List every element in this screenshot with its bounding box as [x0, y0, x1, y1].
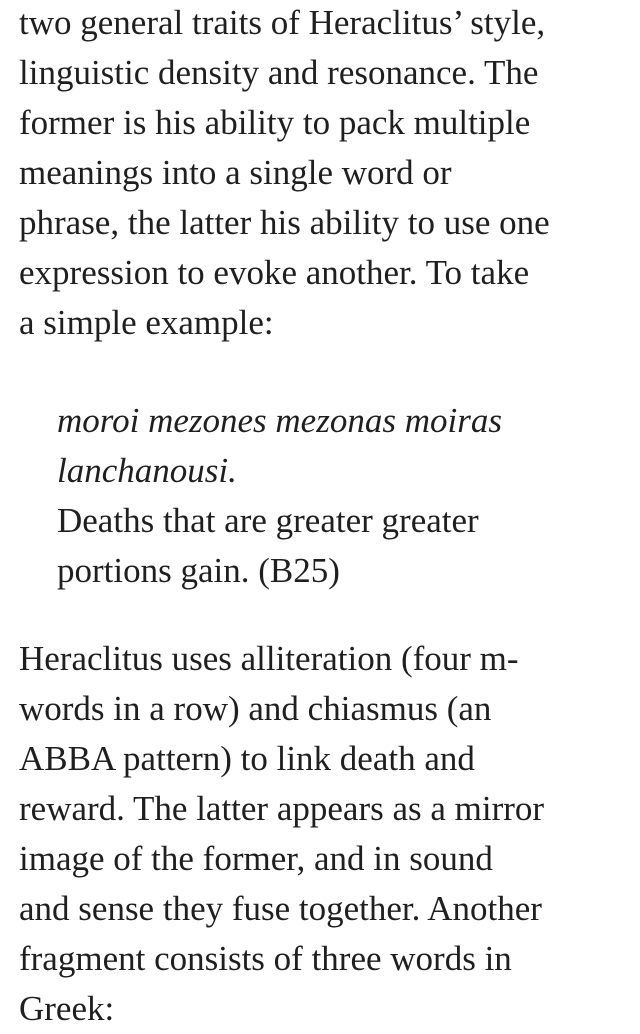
text-line: and sense they fuse together. Another — [19, 889, 542, 928]
text-line: ABBA pattern) to link death and — [19, 739, 475, 778]
text-line: phrase, the latter his ability to use one — [19, 203, 550, 242]
text-line: a simple example: — [19, 303, 274, 342]
translation-line: Deaths that are greater greater — [57, 501, 479, 540]
text-line: two general traits of Heraclitus’ style, — [19, 3, 546, 42]
text-line: Heraclitus uses alliteration (four m- — [19, 639, 519, 678]
block-quote — [57, 396, 634, 596]
body-paragraph-1 — [19, 0, 634, 348]
text-line: former is his ability to pack multiple — [19, 103, 531, 142]
text-line: reward. The latter appears as a mirror — [19, 789, 545, 828]
text-line: Greek: — [19, 989, 115, 1028]
text-line: linguistic density and resonance. The — [19, 53, 539, 92]
body-paragraph-2 — [19, 634, 634, 1034]
document-page — [19, 0, 634, 1034]
text-line: expression to evoke another. To take — [19, 253, 530, 292]
text-line: image of the former, and in sound — [19, 839, 493, 878]
text-line: words in a row) and chiasmus (an — [19, 689, 492, 728]
text-line: meanings into a single word or — [19, 153, 452, 192]
text-line: fragment consists of three words in — [19, 939, 512, 978]
greek-quote-line: moroi mezones mezonas moiras — [57, 401, 502, 440]
translation-line: portions gain. (B25) — [57, 551, 340, 590]
greek-quote-line: lanchanousi. — [57, 451, 237, 490]
